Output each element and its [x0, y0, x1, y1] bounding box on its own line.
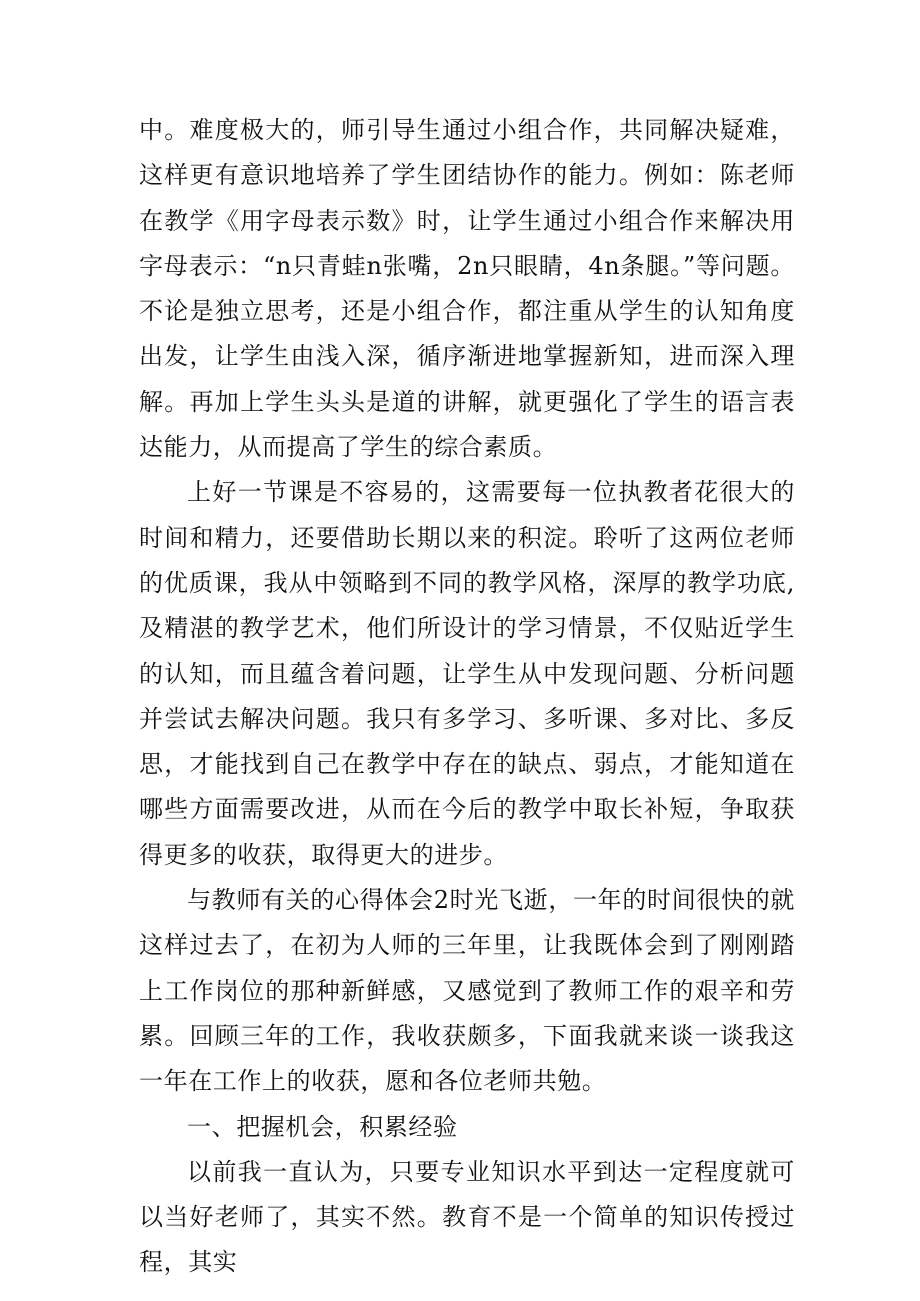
paragraph-lesson-reflection: 上好一节课是不容易的，这需要每一位执教者花很大的时间和精力，还要借助长期以来的积淀。聆听了这两位老师的优质课，我从中领略到不同的教学风格，深厚的教学功底,及精湛的教学艺术，他们所设计的学习情景，不仅贴近学生的认知，而且蕴含着问题，让学生从中发现问题、分析问题并尝试去解决问题。我只有多学习、多听课、多对比、多反思，才能找到自己在教学中存在的缺点、弱点，才能知道在哪些方面需要改进，从而在今后的教学中取长补短，争取获得更多的收获，取得更大的进步。	[139, 478, 795, 869]
section-heading: 一、把握机会，积累经验	[187, 1112, 458, 1141]
paragraph-continuation: 中。难度极大的，师引导生通过小组合作，共同解决疑难，这样更有意识地培养了学生团结协作的能力。例如：陈老师在教学《用字母表示数》时，让学生通过小组合作来解决用字母表示：“n只青蛙n张嘴，2n只眼睛，4n条腿。”等问题。不论是独立思考，还是小组合作，都注重从学生的认知角度出发，让学生由浅入深，循序渐进地掌握新知，进而深入理解。再加上学生头头是道的讲解，就更强化了学生的语言表达能力，从而提高了学生的综合素质。	[139, 116, 795, 462]
paragraph-teacher-experience-intro: 与教师有关的心得体会2时光飞逝，一年的时间很快的就这样过去了，在初为人师的三年里，让我既体会到了刚刚踏上工作岗位的那种新鲜感，又感觉到了教师工作的艰辛和劳累。回顾三年的工作，我收获颇多，下面我就来谈一谈我这一年在工作上的收获，愿和各位老师共勉。	[139, 886, 795, 1096]
document-body	[139, 108, 795, 1286]
paragraph-section-body: 以前我一直认为，只要专业知识水平到达一定程度就可以当好老师了，其实不然。教育不是一个简单的知识传授过程，其实	[139, 1157, 795, 1277]
